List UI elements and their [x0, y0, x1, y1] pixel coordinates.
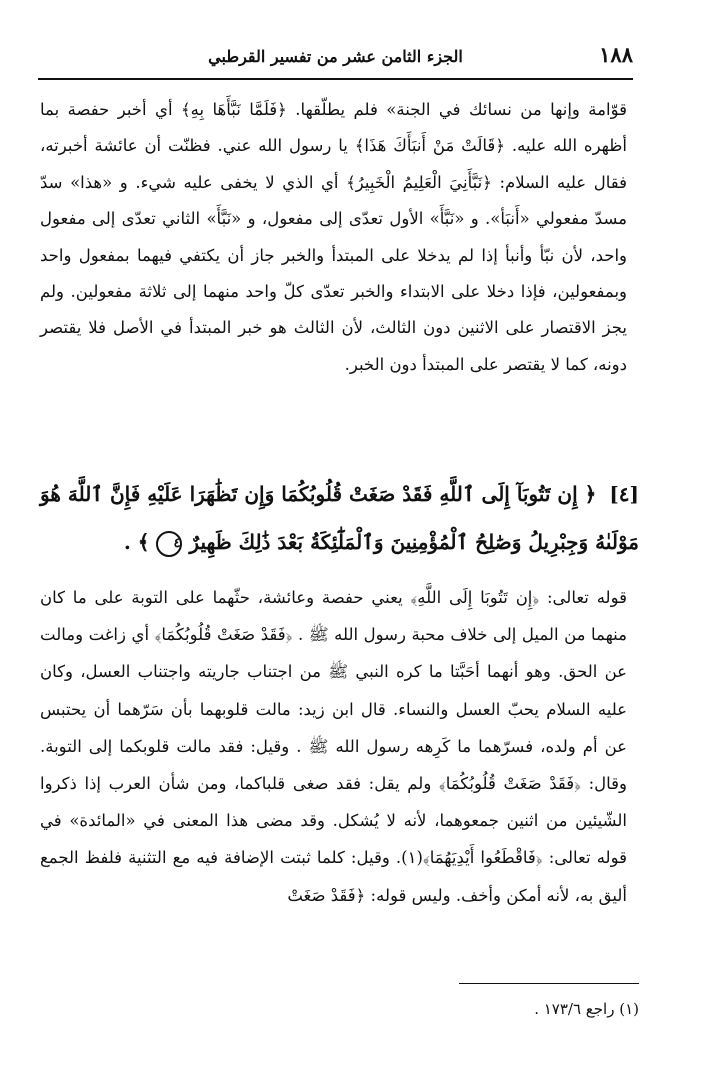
- text-line: فقد مالت قلوبكما إلى التوبة. وقال: ﴿فَقَدْ صَغَتْ قُلُوبُكُمَا﴾ ولم يقل: فقد صغى: [40, 736, 628, 794]
- footnote: (١) راجع ١٧٣/٦ .: [534, 1000, 639, 1018]
- text-line: الخبر.: [344, 354, 385, 374]
- verse-number: [٤]: [609, 482, 639, 506]
- quran-verse: [40, 470, 639, 566]
- running-title: الجزء الثامن عشر من تفسير القرطبي: [208, 47, 463, 66]
- text-line: الإضافة فيه مع التثنية فلفظ الجمع أليق به، لأنه أمكن وأخف. وليس قوله: ﴿فَقَدْ صَغَتْ: [40, 848, 627, 905]
- text-line: أخبرته، فقال عليه السلام: ﴿نَبَّأَنِيَ الْعَلِيمُ الْخَبِيرُ﴾ أي الذي لا يخفى عليه شيء.: [40, 136, 627, 192]
- text-line: الثالث هو خبر المبتدأ في الأصل فلا يقتصر دونه، كما لا يقتصر على المبتدأ دون: [40, 318, 627, 374]
- footnote-divider: [459, 983, 639, 984]
- paragraph-commentary-1: [40, 92, 627, 383]
- verse-closing-bracket: ﴾ .: [123, 530, 150, 554]
- page-number: ١٨٨: [599, 42, 633, 67]
- text-line: قوله تعالى: ﴿إِن تَتُوبَا إِلَى اللَّهِ﴾ يعني حفصة وعائشة، حثّهما على التوبة على: [94, 588, 627, 607]
- text-line: قلوبهما بأن سَرّهما أن يحتبس عن أم ولده، فسرّهما ما كَرِهه رسول الله ﷺ . وقيل:: [40, 699, 627, 756]
- text-line: هذا المعنى في «المائدة» في قوله تعالى: ﴿فَاقْطَعُوا أَيْدِيَهُمَا﴾(١). وقيل: كلما ثبتت: [40, 811, 628, 868]
- text-line: واحد منهما إلى ثلاثة مفعولين. ولم يجز الاقتصار على الاثنين دون الثالث، لأن: [40, 282, 627, 338]
- text-line: واجتناب العسل، وكان عليه السلام يحبّ العسل والنساء. قال ابن زيد: مالت: [40, 662, 627, 719]
- text-line: قوّامة وإنها من نسائك في الجنة» فلم يطلّقها. ﴿فَلَمَّا نَبَّأَهَا بِهِ﴾ أي أخبر حفصة بما: [40, 100, 627, 119]
- text-line: تعدّى إلى مفعول واحد، لأن نبّأ وأنبأ إذا لم يدخلا على المبتدأ والخبر جاز أن: [40, 209, 628, 265]
- text-line: زاغت ومالت عن الحق. وهو أنهما أحَبَّتا ما كره النبي ﷺ من اجتناب جاريته: [40, 625, 628, 682]
- text-line: ما كان منهما من الميل إلى خلاف محبة رسول الله ﷺ . ﴿فَقَدْ صَغَتْ قُلُوبُكُمَا﴾ أي: [40, 588, 627, 645]
- page-header: [38, 38, 633, 80]
- text-line: يكتفي فيهما بمفعول واحد وبمفعولين، فإذا دخلا على الابتداء والخبر تعدّى كلّ: [40, 245, 628, 302]
- text-line: و «هذا» سدّ مسدّ مفعولي «أَنبَأ». و «نَبَّأَ» الأول تعدّى إلى مفعول، و «نَبَّأَ» الثاني: [40, 172, 628, 229]
- text-line: أظهره الله عليه. ﴿قَالَتْ مَنْ أَنبَأَكَ هَذَا﴾ يا رسول الله عني. فظنّت أن عائشة: [94, 136, 627, 156]
- ayah-end-marker: ٤: [156, 531, 182, 557]
- verse-line-2: وَصَٰلِحُ ٱلْمُؤْمِنِينَ وَٱلْمَلَٰٓئِكَةُ بَعْدَ ذَٰلِكَ ظَهِيرٌ: [189, 530, 522, 554]
- verse-line-1: ﴿ إِن تَتُوبَآ إِلَى ٱللَّهِ فَقَدْ صَغَتْ قُلُوبُكُمَا وَإِن تَظَٰهَرَا عَلَيْهِ فَإِنَّ ٱللَّهَ هُوَ مَوْلَىٰهُ وَجِبْرِيلُ: [40, 482, 639, 554]
- paragraph-commentary-2: [40, 579, 627, 914]
- text-line: قلباكما، ومن شأن العرب إذا ذكروا الشّيئين من اثنين جمعوهما، لأنه لا يُشكل. وقد مضى: [40, 774, 627, 831]
